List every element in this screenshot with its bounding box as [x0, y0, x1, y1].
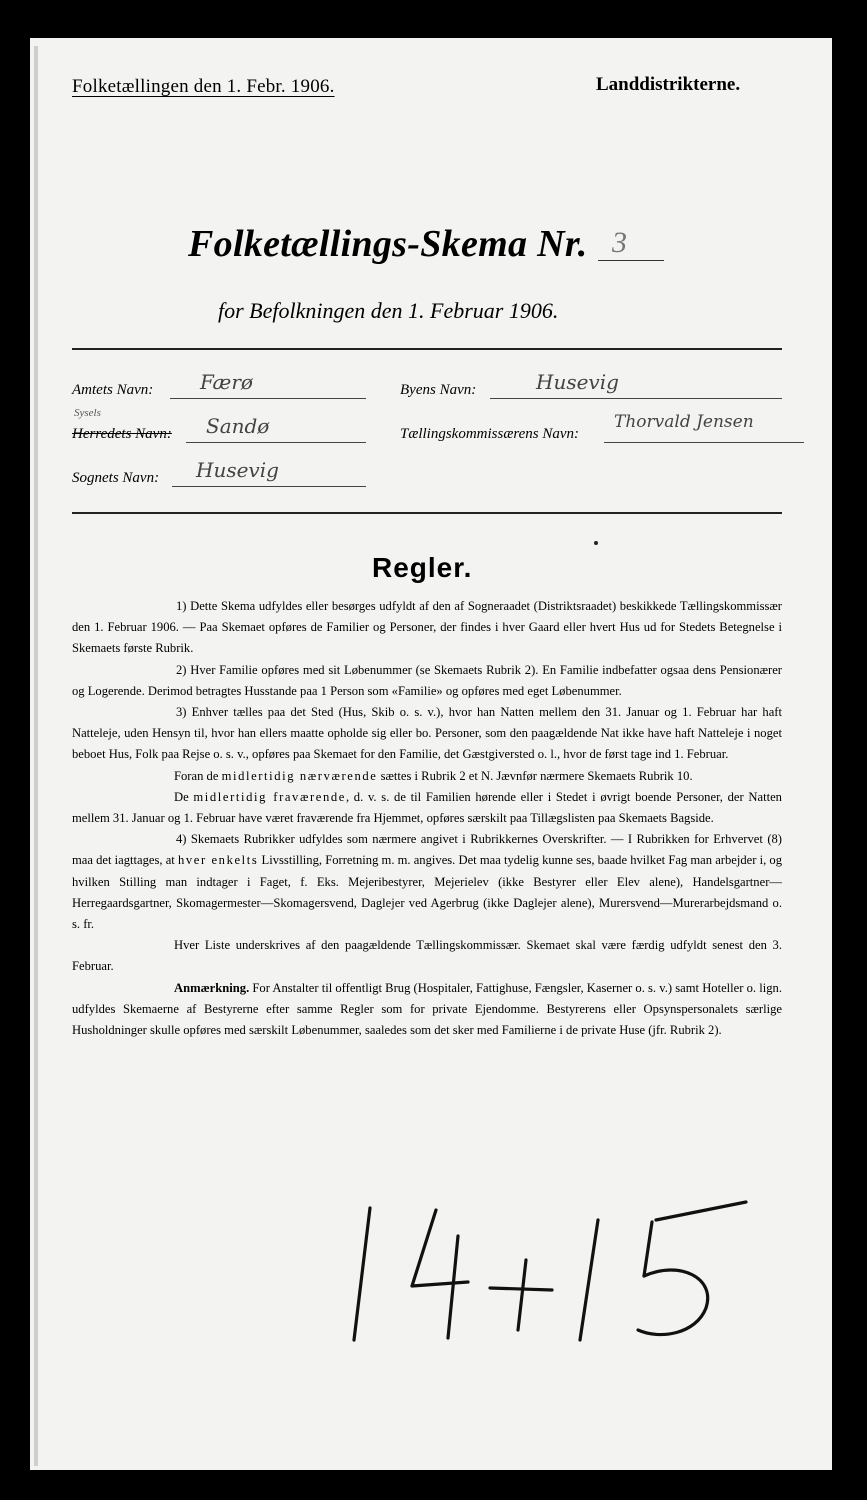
- rule-paragraph: [72, 978, 782, 1042]
- handwritten-note-14-15: [340, 1190, 760, 1350]
- form-subtitle: for Befolkningen den 1. Februar 1906.: [218, 298, 559, 323]
- rules-heading: Regler.: [372, 552, 473, 583]
- census-header: Folketællingen den 1. Febr. 1906.: [72, 76, 335, 97]
- by-line: [490, 398, 782, 399]
- kommissaer-value: Thorvald Jensen: [614, 412, 754, 432]
- ink-dot: [594, 541, 598, 545]
- text-run: , d. v. s. de til Familien hørende eller i Stedet i øvrigt boende Personer, der Natten mellem 31. Januar og 1. Februar have været fraværende fra Hjemmet, opføres særskilt paa Tillægslisten paa Skemaets Bagside.: [72, 789, 782, 826]
- form-title: Folketællings-Skema Nr.: [188, 223, 588, 265]
- sogn-label: Sognets Navn:: [72, 470, 160, 486]
- rule-paragraph: [72, 829, 782, 935]
- sogn-line: [172, 486, 366, 487]
- note-label: Anmærkning.: [174, 980, 250, 995]
- emphasis-text: hver enkelts: [177, 853, 259, 868]
- amt-line: [170, 398, 366, 399]
- text-run: For Anstalter til offentligt Brug (Hospitaler, Fattighuse, Fængsler, Kaserner o. s. v.) samt Hoteller o. lign. udfyldes Skemaerne af Bestyrerne efter samme Regler som for private Ejendomme. Bestyrerens eller Opsynspersonalets særlige Husholdninger skulle opføres med særskilt Løbenummer, saaledes som det sker med Familierne i de private Huse (jfr. Rubrik 2).: [72, 980, 782, 1038]
- rule-paragraph: [72, 787, 782, 829]
- herred-correction: Sysels: [74, 407, 101, 419]
- herred-label: Herredets Navn:: [72, 426, 172, 442]
- herred-value: Sandø: [206, 414, 270, 438]
- text-run: sættes i Rubrik 2 et N. Jævnfør nærmere Skemaets Rubrik 10.: [377, 768, 693, 783]
- rule-paragraph: 1) Dette Skema udfyldes eller besørges udfyldt af den af Sogneraadet (Distriktsraadet) beskikkede Tællingskommissær den 1. Februar 1906. — Paa Skemaet opføres de Familier og Personer, der findes i hver Gaard eller hvert Hus ud for Stedets Betegnelse i Skemaets første Rubrik.: [72, 599, 782, 656]
- text-run: De: [174, 789, 194, 804]
- district-label: Landdistrikterne.: [596, 74, 741, 95]
- rule-paragraph: 2) Hver Familie opføres med sit Løbenummer (se Skemaets Rubrik 2). En Familie indbefatter ogsaa dens Pensionærer og Logerende. Derimod betragtes Husstande paa 1 Person som «Familie» og opføres med eget Løbenummer.: [72, 662, 782, 698]
- rules-text: [72, 596, 782, 1041]
- text-run: Livsstilling, Forretning m. m. angives. Det maa tydelig kunne ses, baade hvilket Fag man arbejder i, og hvilken Stilling man indtager i Faget, f. Eks. Mejeribestyrer, Mejerielev (ikke Bestyrer eller Elev alene), Handelsgartner—Herregaardsgartner, Skomagermester—Skomagersvend, Daglejer ved Agerbrug (ikke Daglejer alene), Murersvend—Murerarbejdsmand o. s. fr.: [72, 853, 782, 932]
- by-label: Byens Navn:: [400, 382, 477, 398]
- kommissaer-line: [604, 442, 804, 443]
- emphasis-text: midlertidig fraværende: [193, 789, 346, 804]
- herred-line: [186, 442, 366, 443]
- form-number-line: [598, 260, 664, 261]
- rule-paragraph: Hver Liste underskrives af den paagældende Tællingskommissær. Skemaet skal være færdig udfyldt senest den 3. Februar.: [72, 938, 782, 974]
- sogn-value: Husevig: [196, 458, 279, 482]
- form-number: 3: [612, 226, 627, 259]
- rule-paragraph: 3) Enhver tælles paa det Sted (Hus, Skib o. s. v.), hvor han Natten mellem den 31. Januar og 1. Februar har haft Natteleje, uden Hensyn til, hvor han ellers maatte opholde sig eller bo. Personer, som den paagældende Nat ikke have haft Natteleje i noget beboet Hus, Folk paa Rejse o. s. v., opføres paa Skemaet for den Familie, det Gæstgiversted o. l., hvor de først tage ind 1. Februar.: [72, 705, 782, 762]
- sheet-edge: [34, 46, 38, 1466]
- amt-value: Færø: [200, 370, 253, 394]
- divider-bottom: [72, 512, 782, 514]
- amt-label: Amtets Navn:: [72, 382, 154, 398]
- emphasis-text: midlertidig nærværende: [221, 768, 378, 783]
- by-value: Husevig: [536, 370, 619, 394]
- text-run: 4) Skemaets Rubrikker udfyldes som nærmere angivet i Rubrikkernes Overskrifter. — I Rubrikken for Erhvervet (8) maa det iagttages, at: [72, 832, 782, 868]
- rule-paragraph: [72, 766, 782, 787]
- divider-top: [72, 348, 782, 350]
- kommissaer-label: Tællingskommissærens Navn:: [400, 426, 580, 442]
- text-run: Foran de: [174, 768, 222, 783]
